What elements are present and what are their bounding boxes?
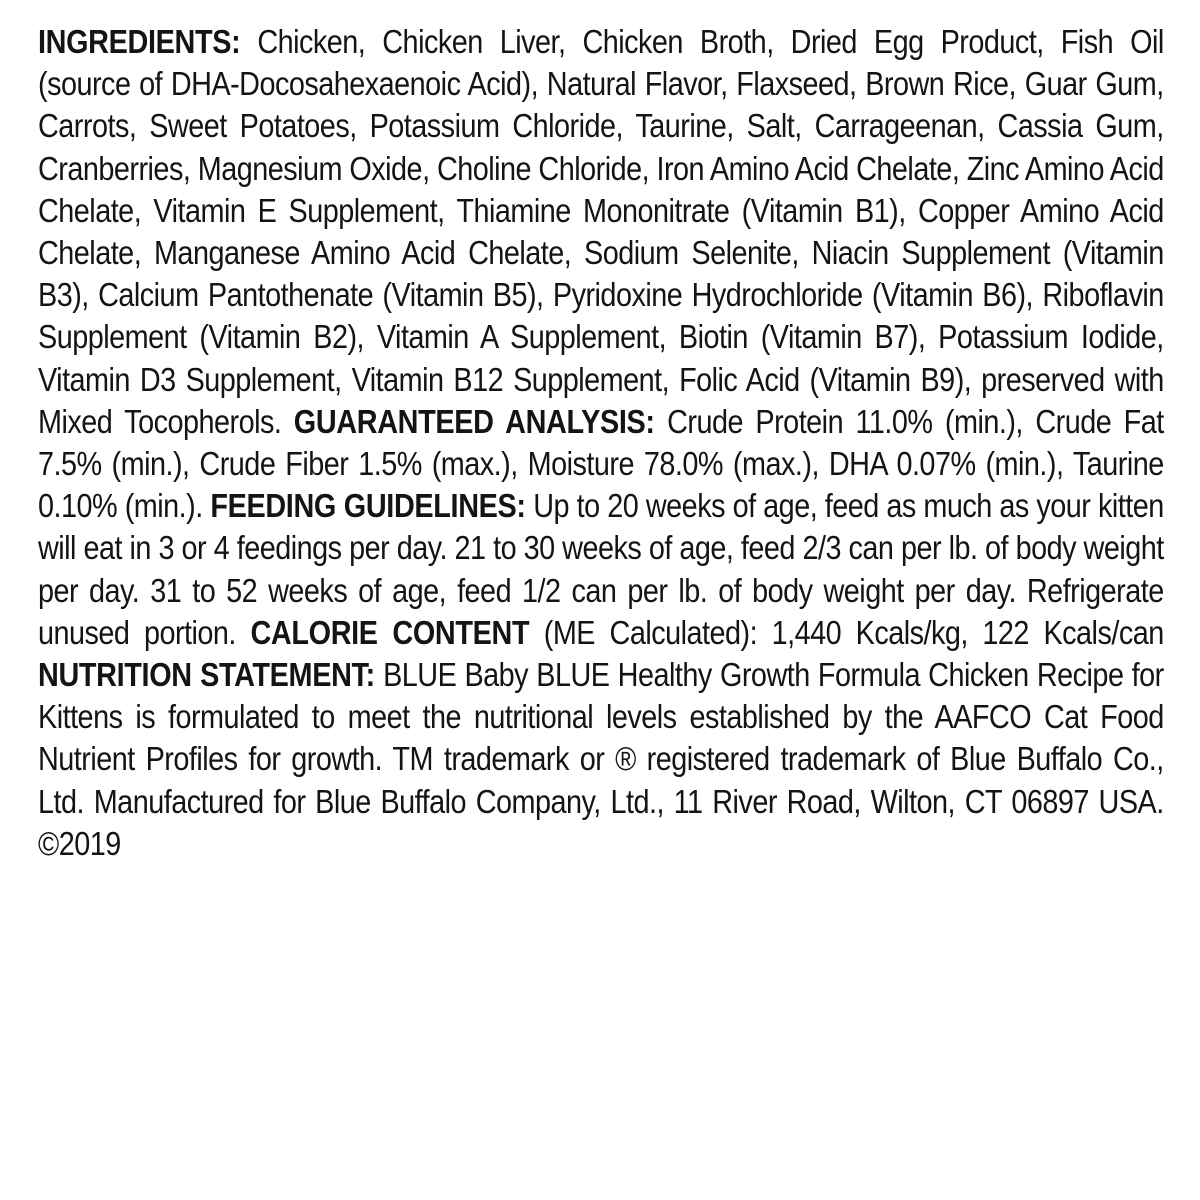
pet-food-label-text: [38, 22, 1164, 866]
calorie-content-text: (ME Calculated): 1,440 Kcals/kg, 122 Kcals/can: [529, 614, 1164, 652]
ingredients-text: Chicken, Chicken Liver, Chicken Broth, Dried Egg Product, Fish Oil (source of DHA-Docosahexaenoic Acid), Natural Flavor, Flaxseed, Brown Rice, Guar Gum, Carrots, Sweet Potatoes, Potassium Chloride, Taurine, Salt, Carrageenan, Cassia Gum, Cranberries, Magnesium Oxide, Choline Chloride, Iron Amino Acid Chelate, Zinc Amino Acid Chelate, Vitamin E Supplement, Thiamine Mononitrate (Vitamin B1), Copper Amino Acid Chelate, Manganese Amino Acid Chelate, Sodium Selenite, Niacin Supplement (Vitamin B3), Calcium Pantothenate (Vitamin B5), Pyridoxine Hydrochloride (Vitamin B6), Riboflavin Supplement (Vitamin B2), Vitamin A Supplement, Biotin (Vitamin B7), Potassium Iodide, Vitamin D3 Supplement, Vitamin B12 Supplement, Folic Acid (Vitamin B9), preserved with Mixed Tocopherols.: [38, 24, 1164, 441]
guaranteed-analysis-heading: GUARANTEED ANALYSIS:: [293, 403, 655, 441]
guaranteed-analysis-text: Crude Protein 11.0% (min.), Crude Fat 7.5% (min.), Crude Fiber 1.5% (max.), Moisture 78.0% (max.), DHA 0.07% (min.), Taurine 0.10% (min.).: [38, 403, 1164, 526]
feeding-guidelines-text: Up to 20 weeks of age, feed as much as your kitten will eat in 3 or 4 feedings per day. 21 to 30 weeks of age, feed 2/3 can per lb. of body weight per day. 31 to 52 weeks of age, feed 1/2 can per lb. of body weight per day. Refrigerate unused portion.: [38, 488, 1164, 652]
ingredients-heading: INGREDIENTS:: [38, 24, 241, 61]
nutrition-statement-heading: NUTRITION STATEMENT:: [38, 657, 375, 695]
calorie-content-heading: CALORIE CONTENT: [250, 614, 530, 652]
nutrition-statement-text: BLUE Baby BLUE Healthy Growth Formula Chicken Recipe for Kittens is formulated to meet the nutritional levels established by the AAFCO Cat Food Nutrient Profiles for growth. TM trademark or ® registered trademark of Blue Buffalo Co., Ltd. Manufactured for Blue Buffalo Company, Ltd., 11 River Road, Wilton, CT 06897 USA. ©2019: [38, 657, 1164, 863]
feeding-guidelines-heading: FEEDING GUIDELINES:: [210, 488, 526, 526]
